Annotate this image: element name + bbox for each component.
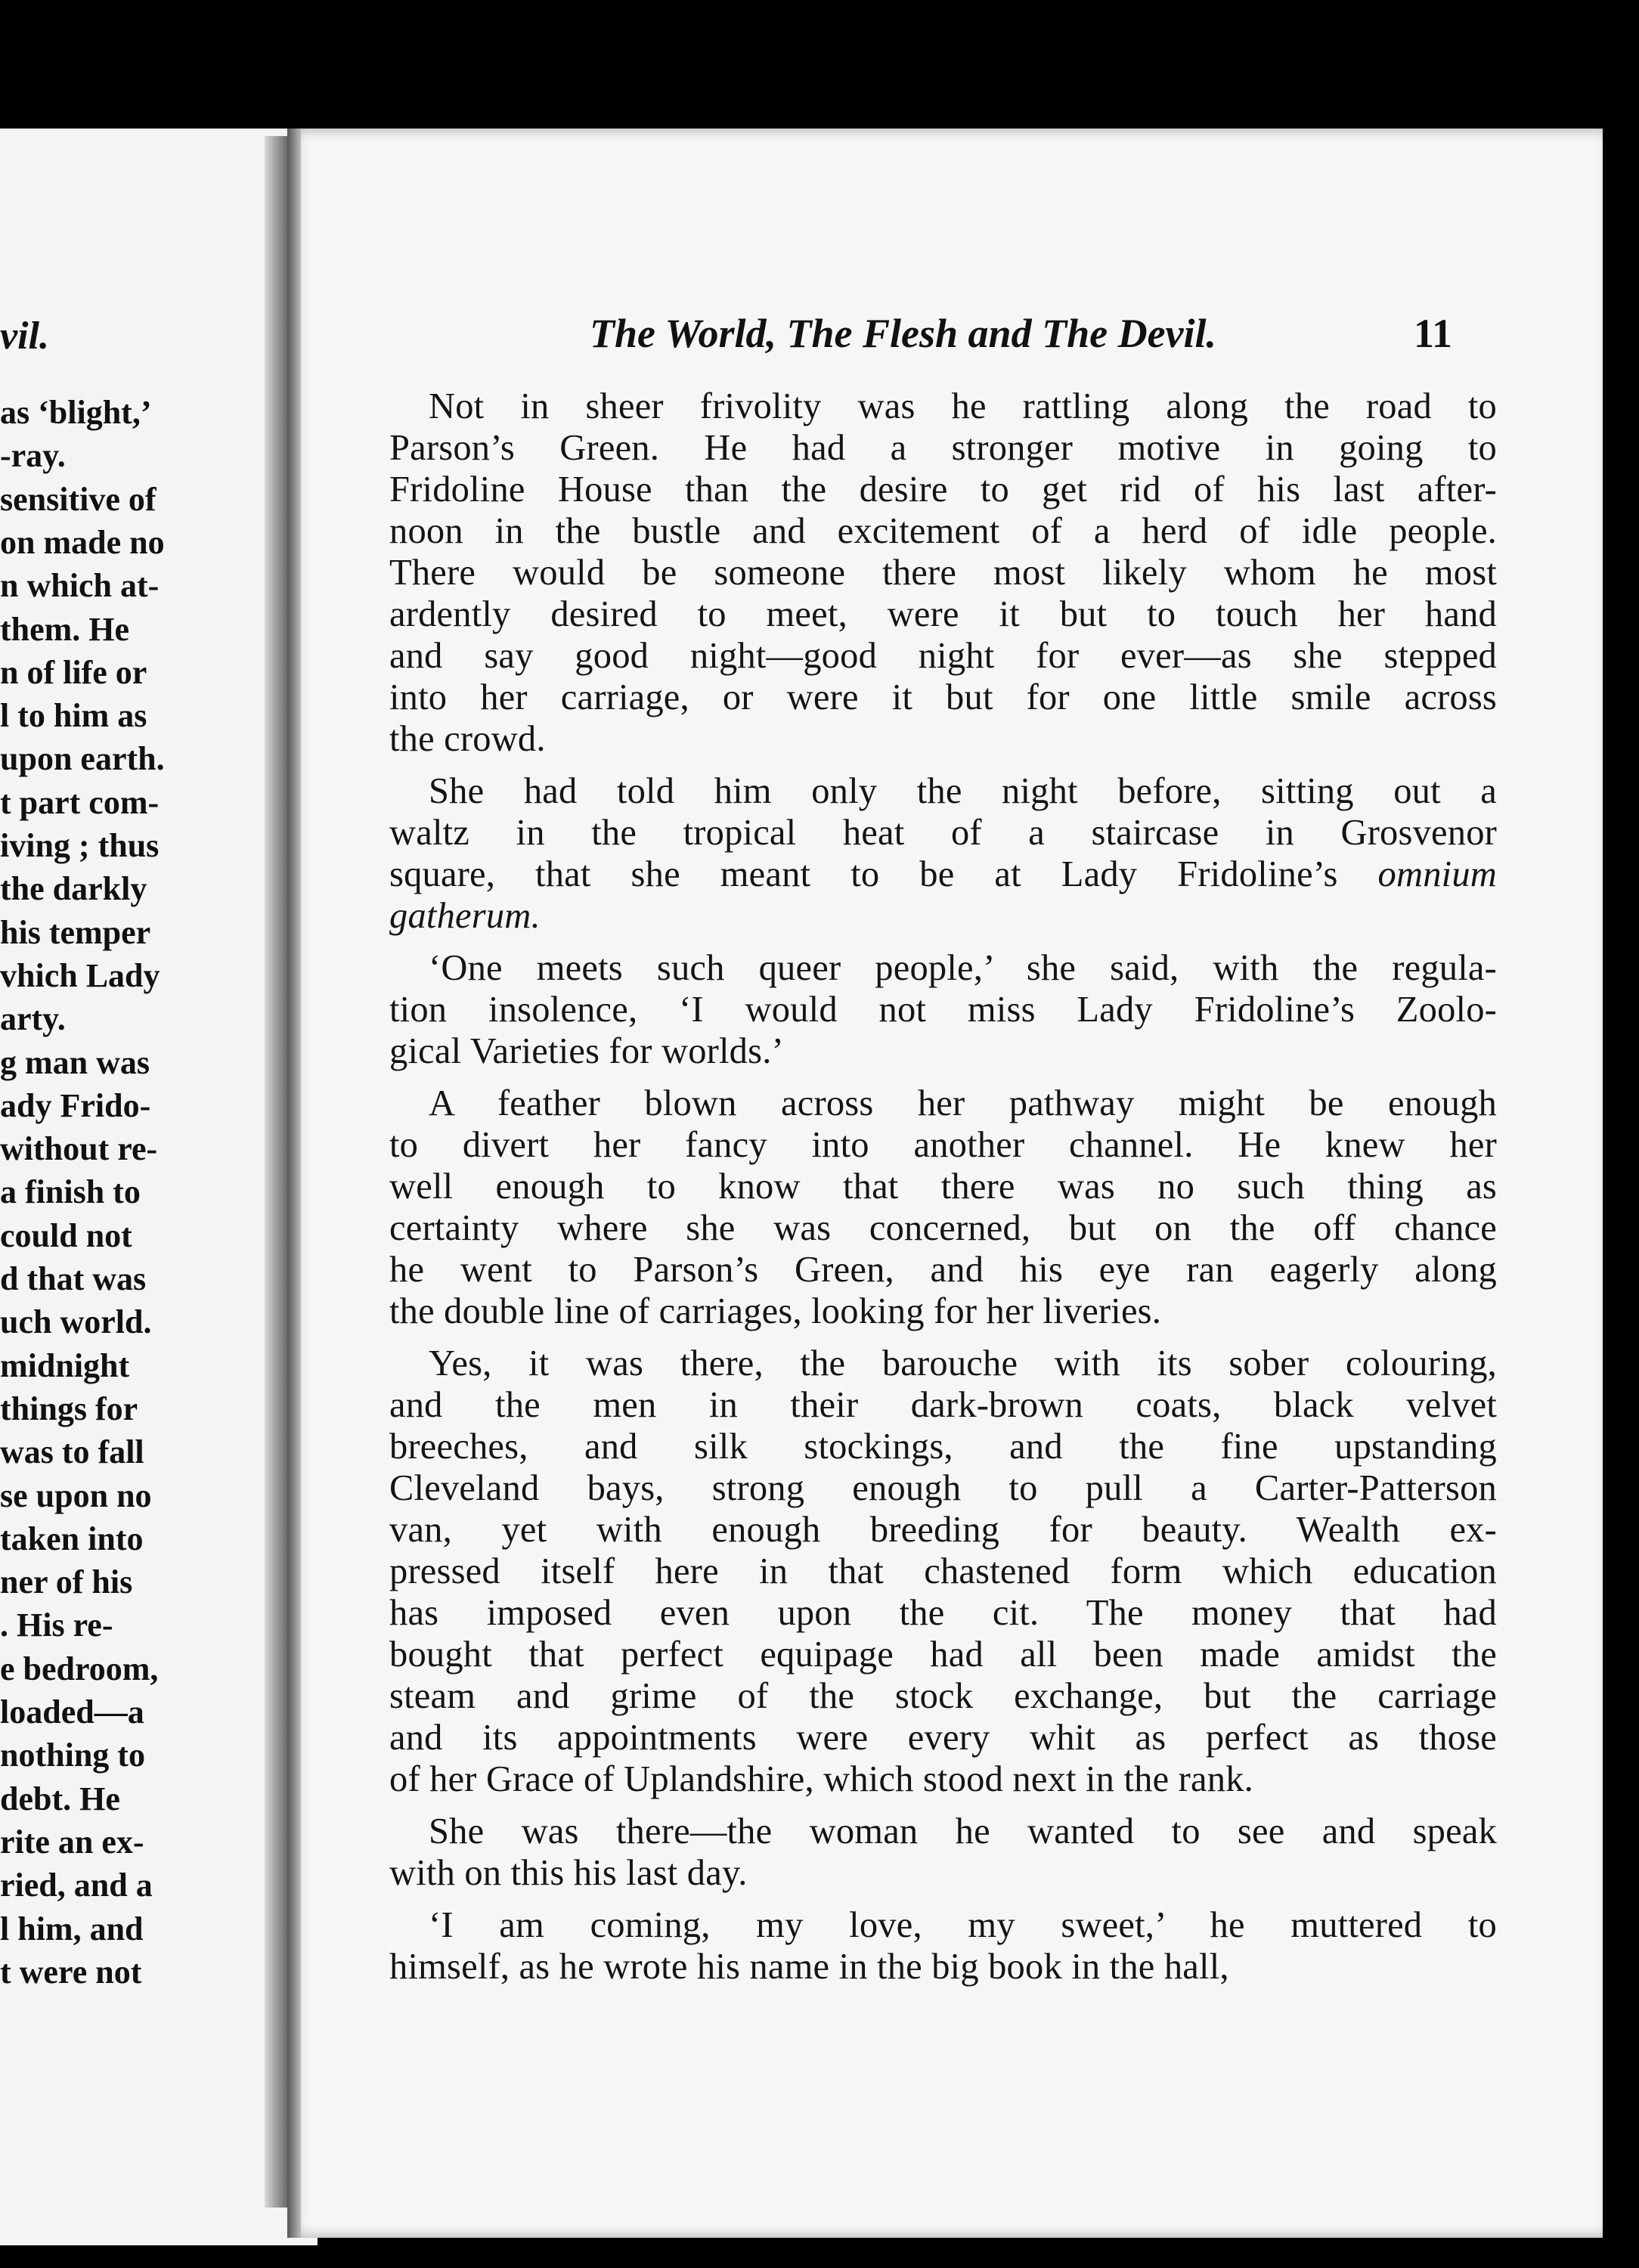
text-line-content: Yes, it was there, the barouche with its sober colouring, [429, 1343, 1497, 1383]
page-edge [287, 129, 301, 2238]
paragraph [389, 1811, 1497, 1894]
left-page-line: l him, and [0, 1910, 144, 1947]
left-page-line: nothing to [0, 1737, 145, 1774]
text-line-content: breeches, and silk stockings, and the fine upstanding [389, 1427, 1497, 1467]
text-line-content: he went to Parson’s Green, and his eye ran eagerly along [389, 1250, 1497, 1290]
text-line-content: with on this his last day. [389, 1853, 748, 1893]
left-page-line: ried, and a [0, 1867, 153, 1904]
left-page-line: -ray. [0, 437, 66, 475]
italic-word: omnium [1377, 854, 1498, 894]
text-line [389, 1384, 1497, 1426]
text-line [389, 895, 1497, 937]
text-line-content: Cleveland bays, strong enough to pull a Carter-Patterson [389, 1468, 1497, 1508]
text-line-content: of her Grace of Uplandshire, which stood next in the rank. [389, 1759, 1253, 1799]
text-line [389, 947, 1497, 989]
text-line-content: ardently desired to meet, were it but to touch her hand [389, 594, 1497, 634]
text-line [389, 635, 1497, 677]
left-page-running-header: vil. [0, 314, 49, 358]
text-line-content: A feather blown across her pathway might be enough [429, 1083, 1497, 1123]
text-line [389, 677, 1497, 718]
left-page-line: ady Frido- [0, 1086, 151, 1124]
text-line-content: certainty where she was concerned, but on the off chance [389, 1208, 1497, 1248]
left-page-line: n of life or [0, 653, 147, 691]
left-page-line: n which at- [0, 567, 160, 605]
text-line [389, 854, 1497, 895]
text-line [389, 718, 1497, 760]
text-line-content: Not in sheer frivolity was he rattling along the road to [429, 386, 1497, 426]
text-line-content: gatherum. [389, 896, 541, 936]
text-line-content: There would be someone there most likely whom he most [389, 553, 1497, 593]
text-line [389, 1634, 1497, 1675]
left-page-line: l to him as [0, 697, 147, 735]
left-page-line: the darkly [0, 870, 147, 908]
left-page-line: his temper [0, 913, 151, 951]
text-line-content: waltz in the tropical heat of a staircase in Grosvenor [389, 813, 1497, 853]
paragraph [389, 1343, 1497, 1800]
text-line-content: himself, as he wrote his name in the big book in the hall, [389, 1947, 1229, 1987]
left-page-line: e bedroom, [0, 1650, 159, 1687]
left-page-line: vhich Lady [0, 956, 160, 994]
left-page-line: on made no [0, 523, 165, 561]
left-page-line: arty. [0, 1000, 66, 1038]
paragraph [389, 947, 1497, 1072]
left-page-line: . His re- [0, 1606, 113, 1644]
text-line [389, 386, 1497, 427]
text-line [389, 1675, 1497, 1717]
text-line [389, 1852, 1497, 1894]
left-page-line: uch world. [0, 1303, 152, 1341]
book-page [287, 129, 1603, 2238]
text-line [389, 1592, 1497, 1634]
left-page-line: loaded—a [0, 1693, 144, 1730]
text-line [389, 1904, 1497, 1946]
text-line [389, 1467, 1497, 1509]
text-line [389, 1758, 1497, 1800]
body-text [389, 386, 1497, 1998]
left-page-line: g man was [0, 1043, 150, 1081]
text-line-content: has imposed even upon the cit. The money that had [389, 1593, 1497, 1633]
text-line [389, 1030, 1497, 1072]
left-page-line: upon earth. [0, 740, 165, 778]
text-line-content: steam and grime of the stock exchange, but the carriage [389, 1676, 1497, 1716]
text-line [389, 1124, 1497, 1166]
left-page-line: sensitive of [0, 480, 156, 518]
paragraph [389, 386, 1497, 760]
left-page-line: without re- [0, 1130, 158, 1168]
text-line-content: well enough to know that there was no such thing as [389, 1167, 1497, 1207]
text-line [389, 469, 1497, 510]
text-line [389, 552, 1497, 593]
text-line [389, 1426, 1497, 1467]
text-line [389, 1717, 1497, 1758]
text-line [389, 812, 1497, 854]
text-line-content: She had told him only the night before, sitting out a [429, 771, 1497, 811]
left-page-line: debt. He [0, 1780, 120, 1817]
text-line-content: noon in the bustle and excitement of a herd of idle people. [389, 511, 1497, 551]
text-line-content: bought that perfect equipage had all been made amidst the [389, 1634, 1497, 1675]
text-line-content: to divert her fancy into another channel. He knew her [389, 1125, 1497, 1165]
left-page-line: could not [0, 1216, 132, 1254]
text-line-content: ‘I am coming, my love, my sweet,’ he muttered to [429, 1905, 1497, 1945]
left-page-line: se upon no [0, 1476, 152, 1514]
text-line-content: the double line of carriages, looking for her liveries. [389, 1291, 1162, 1331]
paragraph [389, 1083, 1497, 1332]
left-page-line: t part com- [0, 783, 160, 821]
text-line-content: tion insolence, ‘I would not miss Lady Fridoline’s Zoolo- [389, 990, 1497, 1030]
text-line-content: van, yet with enough breeding for beauty. Wealth ex- [389, 1510, 1497, 1550]
left-page-line: a finish to [0, 1173, 141, 1211]
text-line [389, 1811, 1497, 1852]
text-line [389, 510, 1497, 552]
left-page-line: taken into [0, 1520, 144, 1557]
text-line [389, 1551, 1497, 1592]
running-header: The World, The Flesh and The Devil. [590, 311, 1217, 356]
left-page-line: things for [0, 1390, 138, 1427]
text-line-content: into her carriage, or were it but for one little smile across [389, 677, 1497, 717]
left-page-line: t were not [0, 1953, 142, 1991]
text-line-content: She was there—the woman he wanted to see and speak [429, 1811, 1497, 1851]
text-line-content: Parson’s Green. He had a stronger motive in going to [389, 428, 1497, 468]
left-page-line: midnight [0, 1346, 130, 1384]
text-line-content: gical Varieties for worlds.’ [389, 1031, 784, 1071]
text-line [389, 593, 1497, 635]
text-line [389, 1249, 1497, 1290]
left-page-line: rite an ex- [0, 1823, 144, 1861]
text-line [389, 1207, 1497, 1249]
text-line [389, 1290, 1497, 1332]
text-line [389, 770, 1497, 812]
left-page-line: them. He [0, 610, 130, 648]
text-line-content: the crowd. [389, 719, 546, 759]
left-page-line: ner of his [0, 1563, 133, 1601]
text-line-content: ‘One meets such queer people,’ she said, with the regula- [429, 948, 1497, 988]
left-page-line: as ‘blight,’ [0, 394, 152, 431]
text-line-content: square, that she meant to be at Lady Fridoline’s [389, 854, 1338, 894]
text-line [389, 1343, 1497, 1384]
paragraph [389, 770, 1497, 937]
left-page-line: d that was [0, 1260, 147, 1297]
text-line [389, 427, 1497, 469]
paragraph [389, 1904, 1497, 1988]
text-line-content: Fridoline House than the desire to get rid of his last after- [389, 469, 1497, 510]
left-page-line: iving ; thus [0, 827, 160, 864]
text-line-content: and its appointments were every whit as perfect as those [389, 1718, 1497, 1758]
page-number: 11 [1414, 311, 1453, 356]
text-line [389, 989, 1497, 1030]
text-line [389, 1946, 1497, 1988]
text-line [389, 1509, 1497, 1551]
text-line-content: and the men in their dark-brown coats, black velvet [389, 1385, 1497, 1425]
text-line-content: and say good night—good night for ever—as she stepped [389, 636, 1497, 676]
left-page-line: was to fall [0, 1433, 144, 1471]
text-line [389, 1166, 1497, 1207]
text-line-content: pressed itself here in that chastened form which education [389, 1551, 1497, 1591]
text-line [389, 1083, 1497, 1124]
